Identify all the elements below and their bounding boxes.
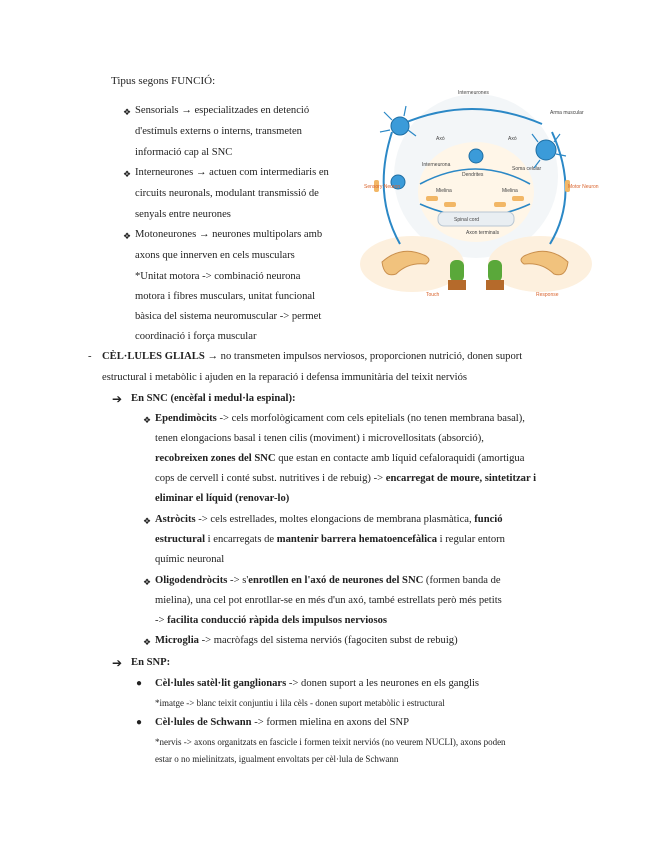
label-sensory: Sensory Neuron <box>364 184 401 190</box>
snp-title: En SNP: <box>131 657 171 668</box>
sensorials-line1: Sensorials → especialitzades en detenció <box>135 105 310 116</box>
epend-line3: recobreixen zones del SNC que estan en contacte amb líquid cefaloraquidi (amortigua <box>155 453 525 464</box>
label-arm-right: Arma muscular <box>550 110 584 116</box>
label-myelin-left: Mielina <box>436 188 452 194</box>
diamond-bullet-icon: ❖ <box>123 107 132 117</box>
glia-intro-line2: estructural i metabòlic i ajuden en la reparació i defensa immunitària del teixit nerviós <box>102 372 468 383</box>
arrow-bullet-icon: ➔ <box>112 392 123 406</box>
satel-line1: Cèl·lules satèl·lit ganglionars -> donen suport a les neurones en els ganglis <box>155 678 480 689</box>
astro-line3: químic neuronal <box>155 554 225 565</box>
micro-line1: Microglia -> macròfags del sistema nerviós (fagociten subst de rebuig) <box>155 635 458 646</box>
schwann-note2: estar o no mielinitzats, igualment envoltats per cèl·lula de Schwann <box>155 754 399 764</box>
schwann-note1: *nervis -> axons organitzats en fascicle i formen teixit nerviós (no veurem NUCLI), axons poden <box>155 737 506 747</box>
glia-intro-line1: CÈL·LULES GLIALS → no transmeten impulsos nerviosos, proporcionen nutrició, donen suport <box>102 351 523 362</box>
label-dendrites: Dendrites <box>462 172 484 178</box>
sensorials-line3: informació cap al SNC <box>135 147 233 158</box>
satel-note: *imatge -> blanc teixit conjuntiu i lila cèls - donen suport metabòlic i estructural <box>155 698 445 708</box>
label-spinal: Spinal cord <box>454 217 480 223</box>
section-heading: Tipus segons FUNCIÓ: <box>111 75 216 87</box>
interneurones-line1: Interneurones → actuen com intermediaris en <box>135 167 329 178</box>
diamond-bullet-icon: ❖ <box>143 637 152 647</box>
label-axon-terminals: Axon terminals <box>466 230 500 236</box>
motoneurones-line4: motora i fibres musculars, unitat funcional <box>135 291 316 302</box>
interneurones-line2: circuits neuronals, modulant transmissió de <box>135 188 319 199</box>
schwann-line1: Cèl·lules de Schwann -> formen mielina en axons del SNP <box>155 717 410 728</box>
epend-line4: cops de cervell i conté subst. nutritives i de rebuig) -> encarregat de moure, sintetitzar i <box>155 473 537 484</box>
glia-title: CÈL·LULES GLIALS <box>102 351 205 362</box>
diamond-bullet-icon: ❖ <box>143 577 152 587</box>
dash-bullet: - <box>88 351 92 362</box>
epend-line5: eliminar el líquid (renovar-lo) <box>155 493 290 504</box>
label-response: Response <box>536 292 559 298</box>
label-neuron-left: Interneurona <box>422 162 451 168</box>
motoneurones-line3: *Unitat motora -> combinació neurona <box>135 271 301 282</box>
motoneurones-line2: axons que innerven en cels musculars <box>135 250 295 261</box>
label-soma: Soma celular <box>512 166 542 172</box>
label-axon1: Axó <box>436 136 445 142</box>
motoneurones-line5: bàsica del sistema neuromuscular -> permet <box>135 311 322 322</box>
snc-title: En SNC (encèfal i medul·la espinal): <box>131 393 296 404</box>
dot-bullet-icon: ● <box>136 717 143 728</box>
astro-line2: estructural i encarregats de mantenir barrera hematoencefàlica i regular entorn <box>155 534 505 545</box>
interneurones-line3: senyals entre neurones <box>135 209 231 220</box>
arrow-bullet-icon: ➔ <box>112 656 123 670</box>
diamond-bullet-icon: ❖ <box>123 231 132 241</box>
diamond-bullet-icon: ❖ <box>123 169 132 179</box>
label-myelin-right: Mielina <box>502 188 518 194</box>
label-top: Interneurones <box>458 90 489 96</box>
label-touch: Touch <box>426 292 440 298</box>
diamond-bullet-icon: ❖ <box>143 516 152 526</box>
oligo-line1: Oligodendròcits -> s'enrotllen en l'axó de neurones del SNC (formen banda de <box>155 575 501 586</box>
dot-bullet-icon: ● <box>136 678 143 689</box>
epend-line2: tenen elongacions basal i tenen cilis (moviment) i microvellositats (absorció), <box>155 433 484 444</box>
sensorials-line2: d'estímuls externs o interns, transmeten <box>135 126 302 137</box>
label-motor: Motor Neuron <box>568 184 599 190</box>
oligo-line3: -> facilita conducció ràpida dels impulsos nerviosos <box>155 615 387 626</box>
neuron-types-illustration <box>362 84 599 300</box>
oligo-line2: mielina), una cel pot enrotllar-se en més d'un axó, també estrellats però més petits <box>155 595 502 606</box>
motoneurones-line6: coordinació i força muscular <box>135 331 257 342</box>
label-axon2: Axó <box>508 136 517 142</box>
motoneurones-line1: Motoneurones → neurones multipolars amb <box>135 229 323 240</box>
astro-line1: Astròcits -> cels estrellades, moltes elongacions de membrana plasmàtica, funció <box>155 514 503 525</box>
diamond-bullet-icon: ❖ <box>143 415 152 425</box>
epend-line1: Ependimòcits -> cels morfològicament com cels epitelials (no tenen membrana basal), <box>155 413 525 424</box>
